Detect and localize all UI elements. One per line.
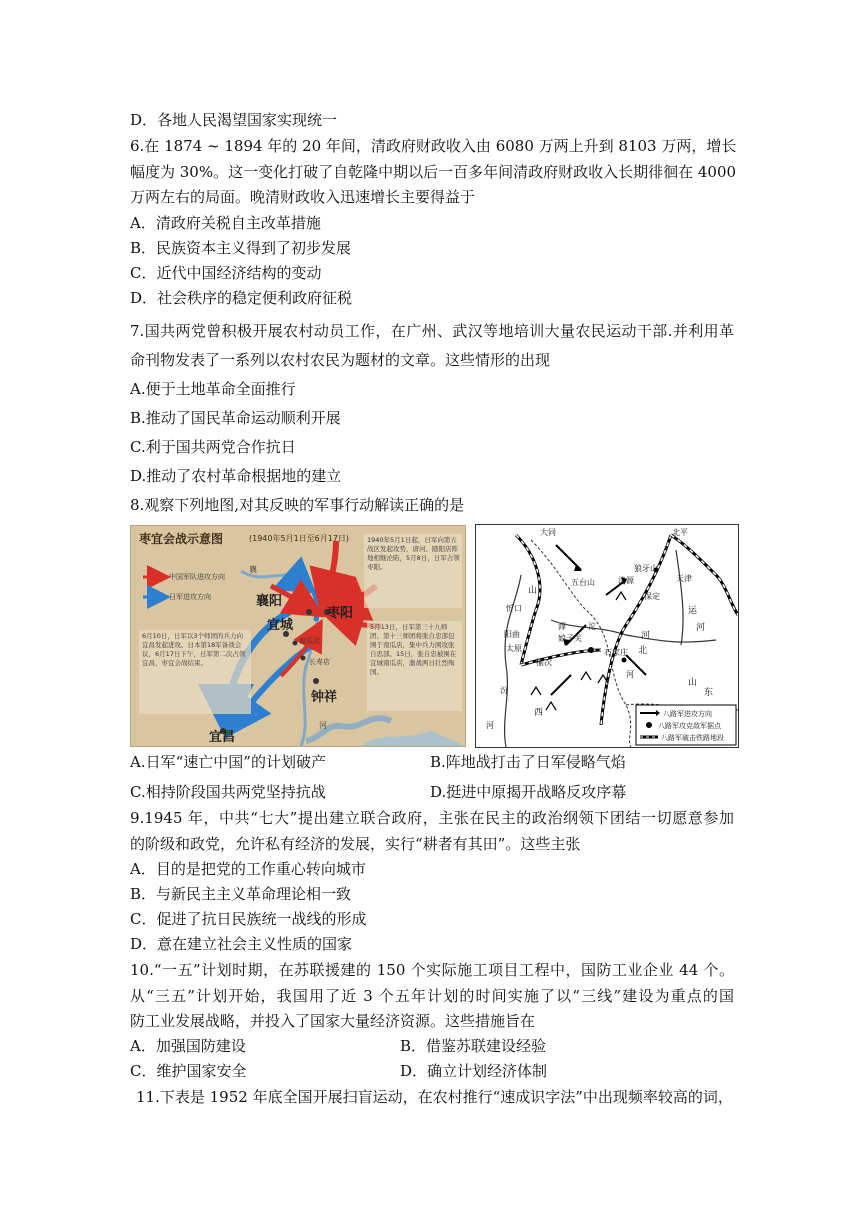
label-hu: 滹 [558,622,566,631]
q7-option-a: A.便于土地革命全面推行 [130,380,296,398]
map1-date: (1940年5月1日至6月17日) [249,534,350,543]
place-baoding: 保定 [644,592,660,601]
place-xinkou: 忻口 [506,604,522,613]
label-he-4: 河 [626,670,634,679]
q7-option-c: C.利于国共两党合作抗日 [130,438,296,456]
q10-option-a: A．加强国防建设 [130,1037,246,1055]
q9-option-b: B．与新民主主义革命理论相一致 [130,885,352,903]
legend-eighth-route-capture: 八路军攻克敌军据点 [658,722,721,730]
place-beiping: 北平 [672,528,688,537]
label-yun: 运 [688,606,698,616]
label-he: 河 [641,631,651,641]
place-zaoyang: 枣阳 [327,606,354,621]
place-shijiazhuang: 石家庄 [604,648,628,657]
place-river: 河 [319,721,327,730]
zaoyi-battle-map [130,525,466,747]
q10-stem-line: 防工业发展战略，并投入了国家大量经济资源。这些措施旨在 [130,1012,536,1030]
q9-option-c: C．促进了抗日民族统一战线的形成 [130,910,367,928]
place-tianjin: 天津 [676,574,692,583]
place-xiang: 襄 [249,565,257,574]
legend-eighth-route-railway: 八路军破击铁路地段 [661,734,724,742]
q10-stem-line: 从“三五”计划开始，我国用了近 3 个五年计划的时间实施了以“三线”建设为重点的国 [130,987,734,1005]
place-langyashan: 狼牙山 [634,564,658,573]
label-dong: 东 [704,688,714,698]
q9-option-d: D．意在建立社会主义性质的国家 [130,935,353,953]
q9-option-a: A．目的是把党的工作重心转向城市 [130,860,366,878]
q9-stem-line: 的阶级和政党，允许私有经济的发展，实行“耕者有其田”。这些主张 [130,835,581,853]
place-yangqu: 阳曲 [504,630,520,639]
legend-japanese-advance: 日军进攻方向 [169,593,211,601]
map1-note-2: 5月13日，日军第三十九师团、第十三师团将张自忠部包围于南瓜店，集中兵力围攻张自忠部。15日，张自忠被围在宜城南瓜店，激战两日壮烈殉国。 [370,623,457,676]
place-niangziguan: 娘子关 [558,634,582,643]
place-laiyuan: 涞源 [618,576,634,585]
place-zhongxiang: 钟祥 [311,690,338,705]
q7-stem-line: 7.国共两党曾积极开展农村动员工作，在广州、武汉等地培训大量农民运动干部.并利用革 [130,322,734,340]
label-shan: 山 [528,586,538,596]
q5-option-d: D．各地人民渴望国家实现统一 [130,111,338,129]
q10-option-c: C．维护国家安全 [130,1062,247,1080]
place-yuci: 榆次 [536,658,552,667]
q6-stem-line: 幅度为 30%。这一变化打破了自乾隆中期以后一百多年间清政府财政收入长期徘徊在 4000 [130,163,737,181]
q7-option-b: B.推动了国民革命运动顺利开展 [130,409,341,427]
q6-stem-line: 万两左右的局面。晚清财政收入迅速增长主要得益于 [130,188,476,206]
q6-option-b: B．民族资本主义得到了初步发展 [130,239,352,257]
q8-stem: 8.观察下列地图,对其反映的军事行动解读正确的是 [130,496,465,514]
label-shan-2: 山 [688,678,698,688]
north-china-map [475,524,739,748]
place-taiyuan: 太原 [506,644,522,653]
q6-option-a: A．清政府关税自主改革措施 [130,214,321,232]
q6-option-d: D．社会秩序的稳定便利政府征税 [130,289,353,307]
place-datong: 大同 [540,528,556,537]
label-he-2: 河 [696,623,706,633]
label-tuo: 沱 [588,622,596,631]
q9-stem-line: 9.1945 年，中共“七大”提出建立联合政府，主张在民主的政治纲领下团结一切愿意参加 [130,809,734,827]
label-bei: 北 [638,646,648,656]
q11-stem: 11.下表是 1952 年底全国开展扫盲运动，在农村推行“速成识字法”中出现频率较高的词， [136,1088,733,1106]
q6-option-c: C．近代中国经济结构的变动 [130,264,322,282]
label-he-3: 河 [486,721,494,730]
label-fen: 汾 [500,686,508,695]
label-xi: 西 [534,708,544,718]
legend-chinese-advance: 中国军队进攻方向 [169,573,225,581]
place-yichang: 宜昌 [209,730,236,745]
map1-title: 枣宜会战示意图 [139,532,224,546]
q10-option-d: D．确立计划经济体制 [400,1062,548,1080]
q6-stem-line: 6.在 1874 ~ 1894 年的 20 年间，清政府财政收入由 6080 万两上升到 8103 万两，增长 [130,137,737,155]
place-nanguadian: 南瓜店 [299,637,320,645]
q8-option-d: D.挺进中原揭开战略反攻序幕 [430,783,627,801]
legend-eighth-route-advance: 八路军进攻方向 [663,710,712,718]
place-wutaishan: 五台山 [571,578,595,587]
q8-option-b: B.阵地战打击了日军侵略气焰 [430,753,626,771]
q8-option-a: A.日军“速亡中国”的计划破产 [130,753,326,771]
q7-stem-line: 命刊物发表了一系列以农村农民为题材的文章。这些情形的出现 [130,351,551,369]
q7-option-d: D.推动了农村革命根据地的建立 [130,467,342,485]
map1-note-3: 6月10日，日军以3个师团的兵力向宜昌发起进攻。日本第18军备战会议，6月17日下午，日军第二次占领宜昌，枣宜会战结束。 [142,632,246,667]
place-changshoudian: 长寿店 [309,658,330,666]
place-xiangyang: 襄阳 [256,594,283,609]
q10-option-b: B．借鉴苏联建设经验 [400,1037,547,1055]
map1-note-1: 1940年5月1日起，日军向第五战区发起攻势，唐河、随阳店阵地相继沦陷，5月8日，日军占领枣阳。 [367,536,460,571]
q8-option-c: C.相持阶段国共两党坚持抗战 [130,783,326,801]
q10-stem-line: 10.“一五”计划时期，在苏联援建的 150 个实际施工项目工程中，国防工业企业 44 个。 [130,961,734,979]
place-yicheng: 宜城 [267,618,294,633]
